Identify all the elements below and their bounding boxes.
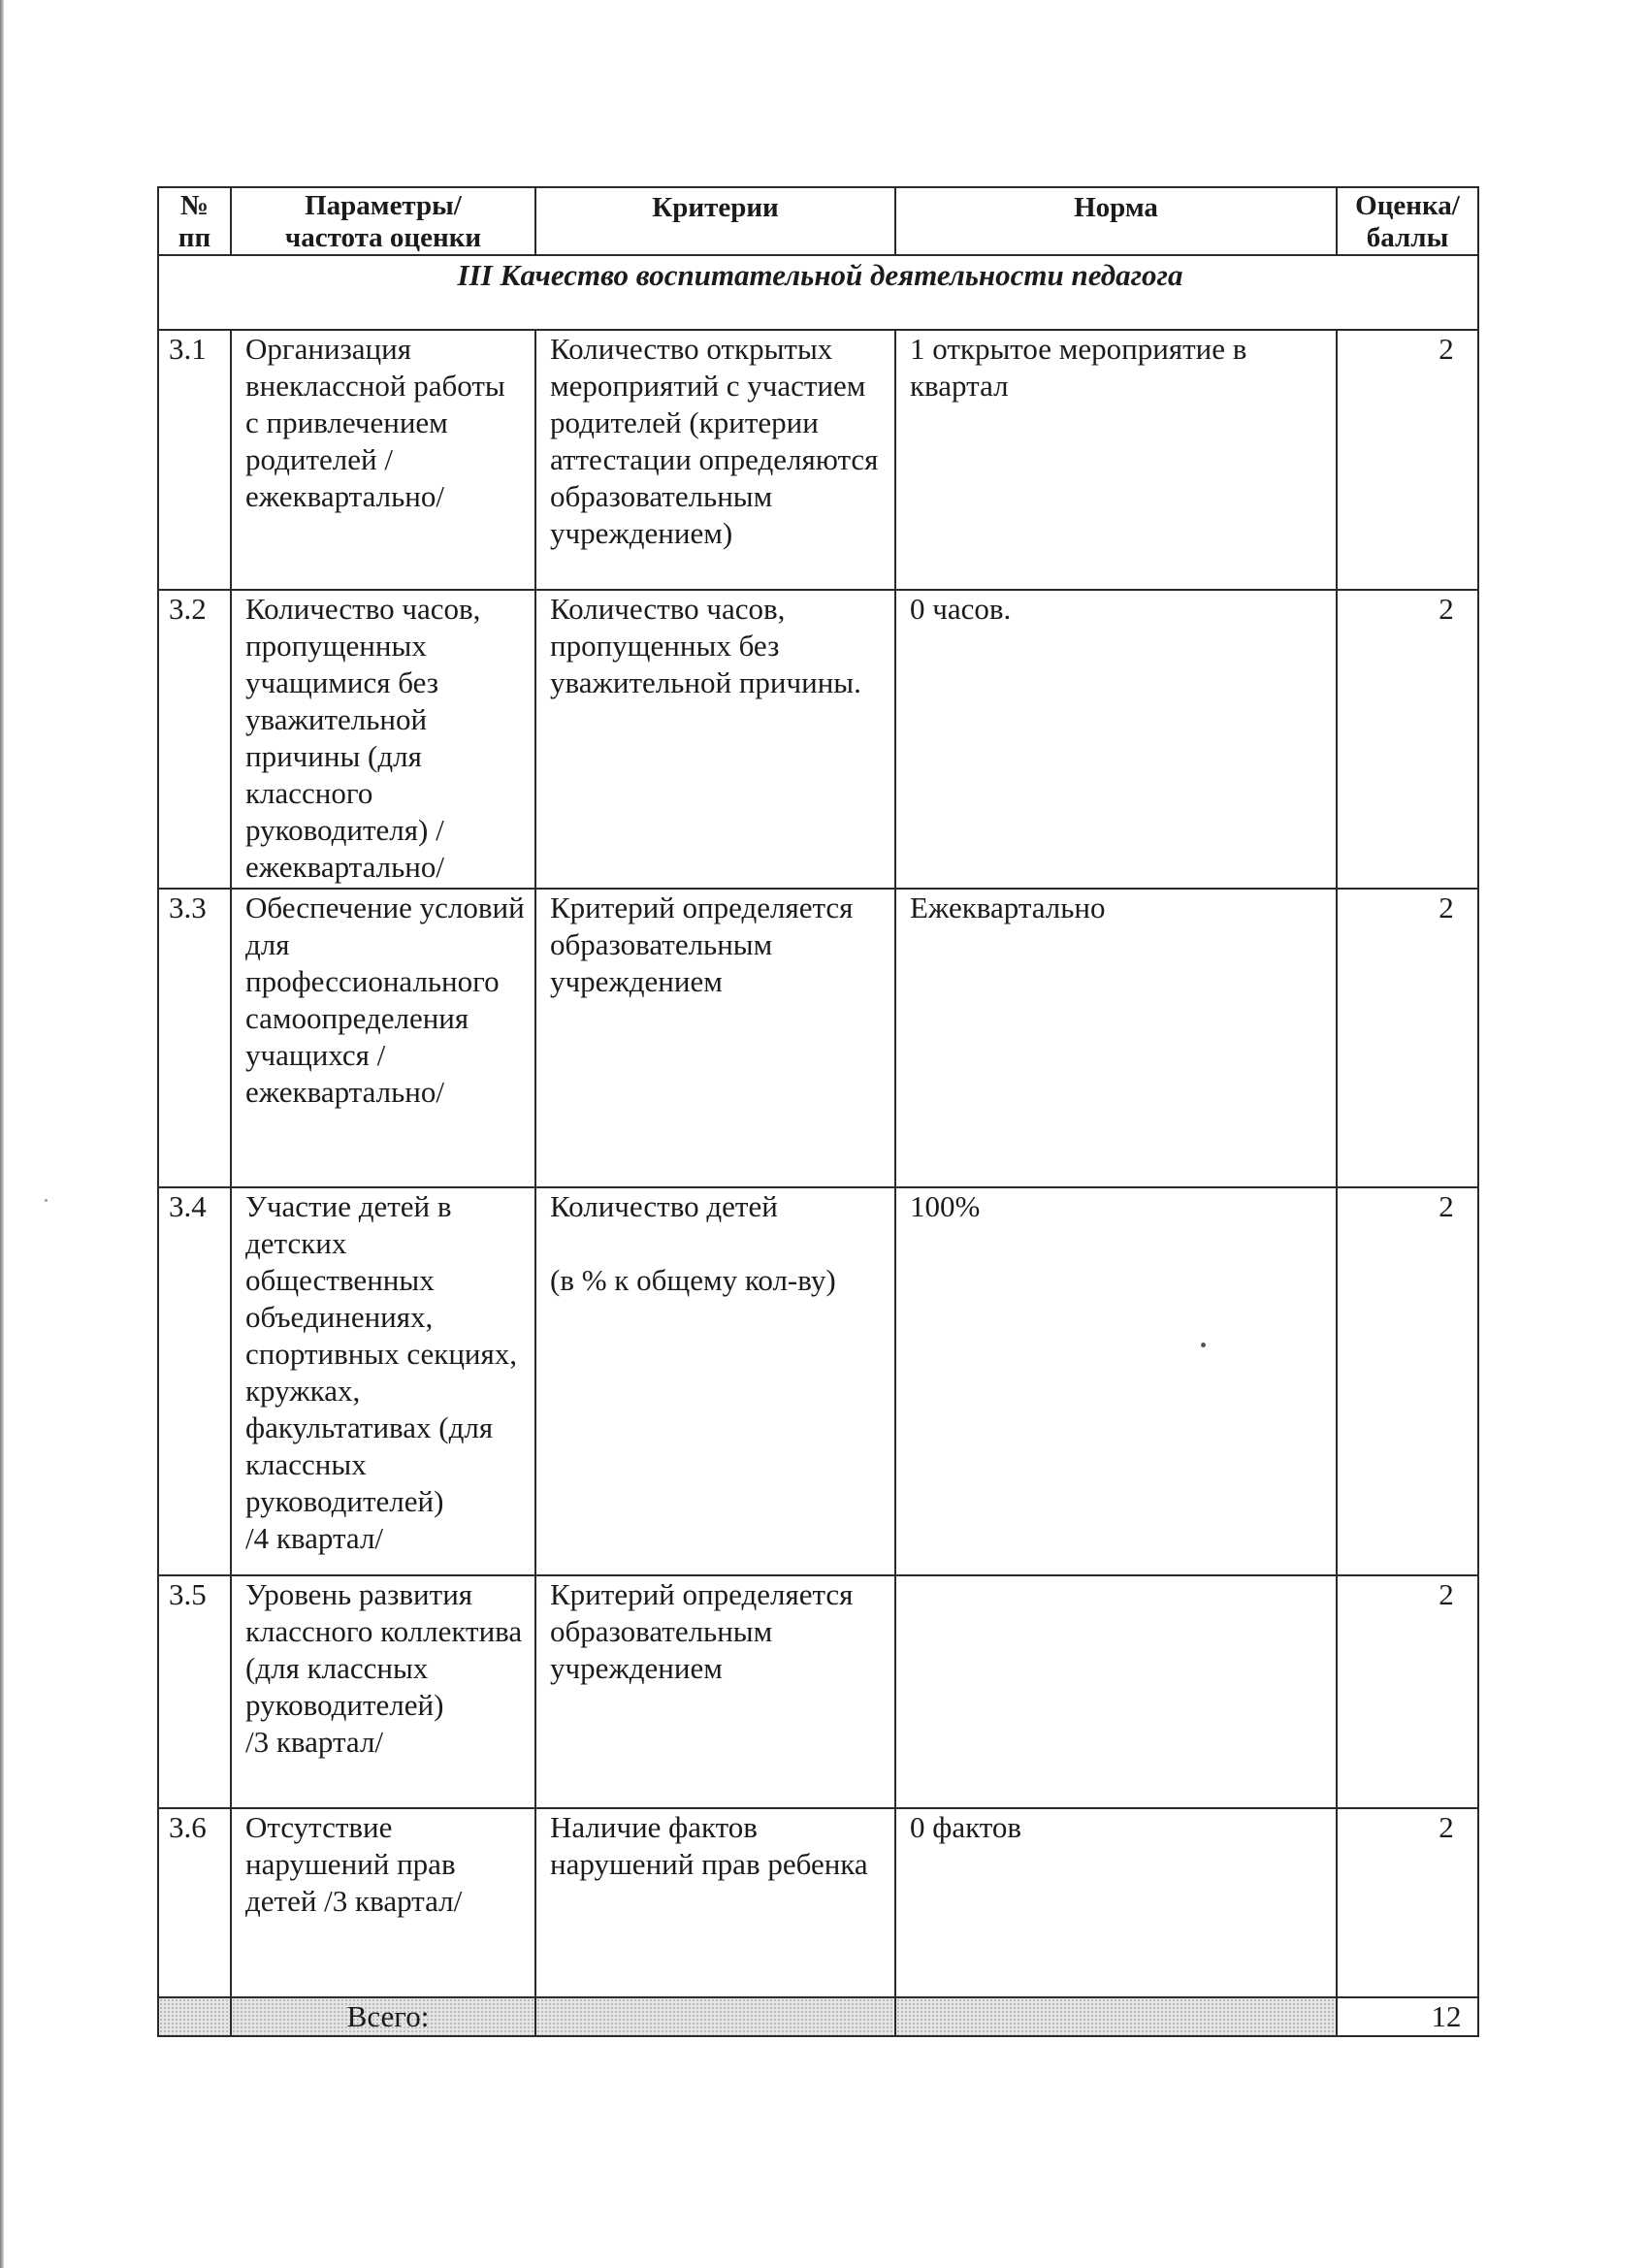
row-norm: Ежеквартально	[895, 889, 1337, 1187]
header-criteria: Критерии	[535, 187, 895, 255]
table-row	[158, 590, 1478, 889]
row-norm: 0 часов.	[895, 590, 1337, 889]
total-shade	[535, 1997, 895, 2036]
row-criteria: Количество детей (в % к общему кол-ву)	[535, 1187, 895, 1575]
table-row	[158, 1575, 1478, 1808]
row-params: Количество часов, пропущенных учащимися без уважительной причины (для классного руководителя) /ежеквартально/	[231, 590, 535, 889]
header-row	[158, 187, 1478, 255]
header-params: Параметры/ частота оценки	[231, 187, 535, 255]
row-norm: 100%	[895, 1187, 1337, 1575]
row-criteria: Количество часов, пропущенных без уважительной причины.	[535, 590, 895, 889]
scan-speck	[45, 1199, 48, 1202]
total-score: 12	[1337, 1997, 1478, 2036]
row-num: 3.6	[158, 1808, 231, 1997]
header-score: Оценка/ баллы	[1337, 187, 1478, 255]
row-norm: 0 фактов	[895, 1808, 1337, 1997]
table-row	[158, 889, 1478, 1187]
scan-edge	[0, 0, 4, 2268]
row-params: Организация внеклассной работы с привлечением родителей /ежеквартально/	[231, 330, 535, 590]
section-row	[158, 255, 1478, 330]
header-norm: Норма	[895, 187, 1337, 255]
row-num: 3.5	[158, 1575, 231, 1808]
row-score: 2	[1337, 330, 1478, 590]
total-shade	[158, 1997, 231, 2036]
row-score: 2	[1337, 1575, 1478, 1808]
table-row	[158, 1187, 1478, 1575]
row-score: 2	[1337, 1808, 1478, 1997]
row-num: 3.2	[158, 590, 231, 889]
row-score: 2	[1337, 590, 1478, 889]
row-criteria: Количество открытых мероприятий с участием родителей (критерии аттестации определяются образовательным учреждением)	[535, 330, 895, 590]
total-label: Всего:	[231, 1997, 535, 2036]
row-score: 2	[1337, 1187, 1478, 1575]
row-params: Уровень развития классного коллектива (для классных руководителей) /3 квартал/	[231, 1575, 535, 1808]
row-norm: 1 открытое мероприятие в квартал	[895, 330, 1337, 590]
table-row	[158, 1808, 1478, 1997]
row-params: Участие детей в детских общественных объединениях, спортивных секциях, кружках, факультативах (для классных руководителей) /4 квартал/	[231, 1187, 535, 1575]
row-params: Отсутствие нарушений прав детей /3 квартал/	[231, 1808, 535, 1997]
row-params: Обеспечение условий для профессионального самоопределения учащихся /ежеквартально/	[231, 889, 535, 1187]
row-num: 3.3	[158, 889, 231, 1187]
row-score: 2	[1337, 889, 1478, 1187]
header-num: № пп	[158, 187, 231, 255]
row-criteria: Критерий определяется образовательным учреждением	[535, 889, 895, 1187]
section-title: III Качество воспитательной деятельности педагога	[158, 255, 1478, 330]
row-criteria: Критерий определяется образовательным учреждением	[535, 1575, 895, 1808]
row-criteria: Наличие фактов нарушений прав ребенка	[535, 1808, 895, 1997]
evaluation-table	[157, 186, 1479, 2037]
table-row	[158, 330, 1478, 590]
row-norm	[895, 1575, 1337, 1808]
total-row	[158, 1997, 1478, 2036]
row-num: 3.1	[158, 330, 231, 590]
row-num: 3.4	[158, 1187, 231, 1575]
total-shade	[895, 1997, 1337, 2036]
